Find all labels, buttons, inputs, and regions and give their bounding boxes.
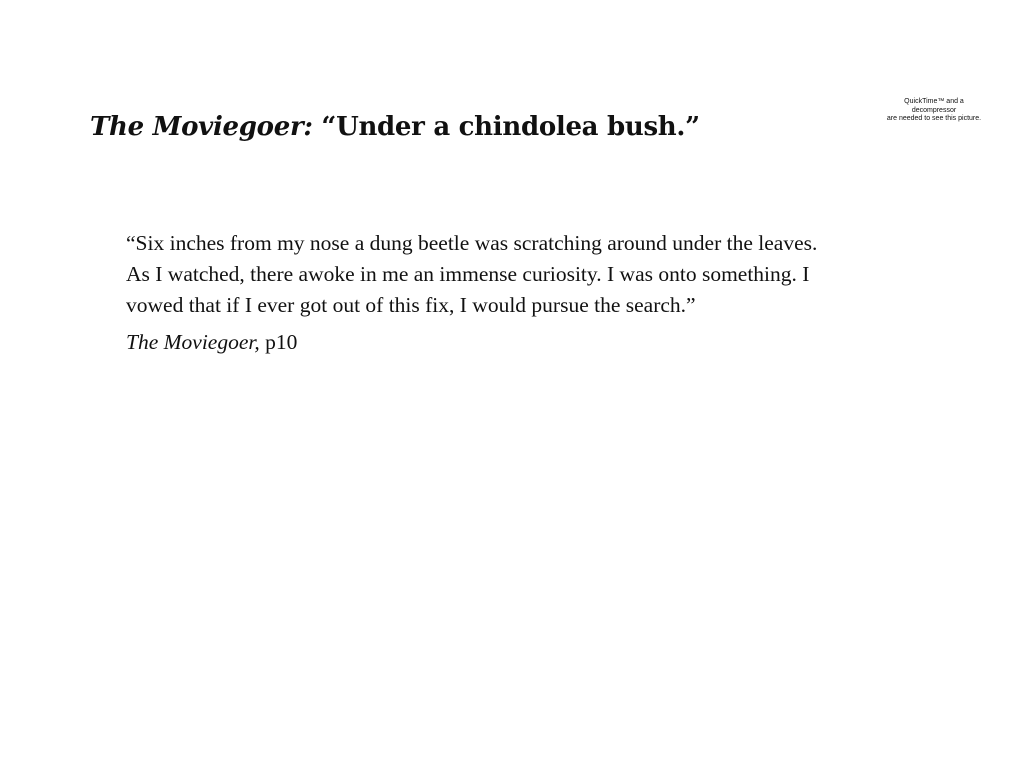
quote-line: vowed that if I ever got out of this fix, I would pursue the search.” <box>126 293 696 317</box>
title-book-name: The Moviegoer: <box>90 112 313 142</box>
quicktime-placeholder-notice <box>860 98 1008 124</box>
citation-book: The Moviegoer, <box>126 330 260 354</box>
citation-page: p10 <box>265 330 298 354</box>
slide-title <box>90 112 700 142</box>
citation <box>126 327 297 358</box>
quote-line: As I watched, there awoke in me an immense curiosity. I was onto something. I <box>126 262 810 286</box>
quicktime-notice-line: are needed to see this picture. <box>886 115 982 122</box>
quote-block <box>126 228 946 321</box>
quote-line: “Six inches from my nose a dung beetle was scratching around under the leaves. <box>126 231 818 255</box>
title-quote: “Under a chindolea bush.” <box>321 112 700 142</box>
quicktime-notice-line: decompressor <box>911 106 957 114</box>
quicktime-notice-line: QuickTime™ and a <box>904 98 964 105</box>
